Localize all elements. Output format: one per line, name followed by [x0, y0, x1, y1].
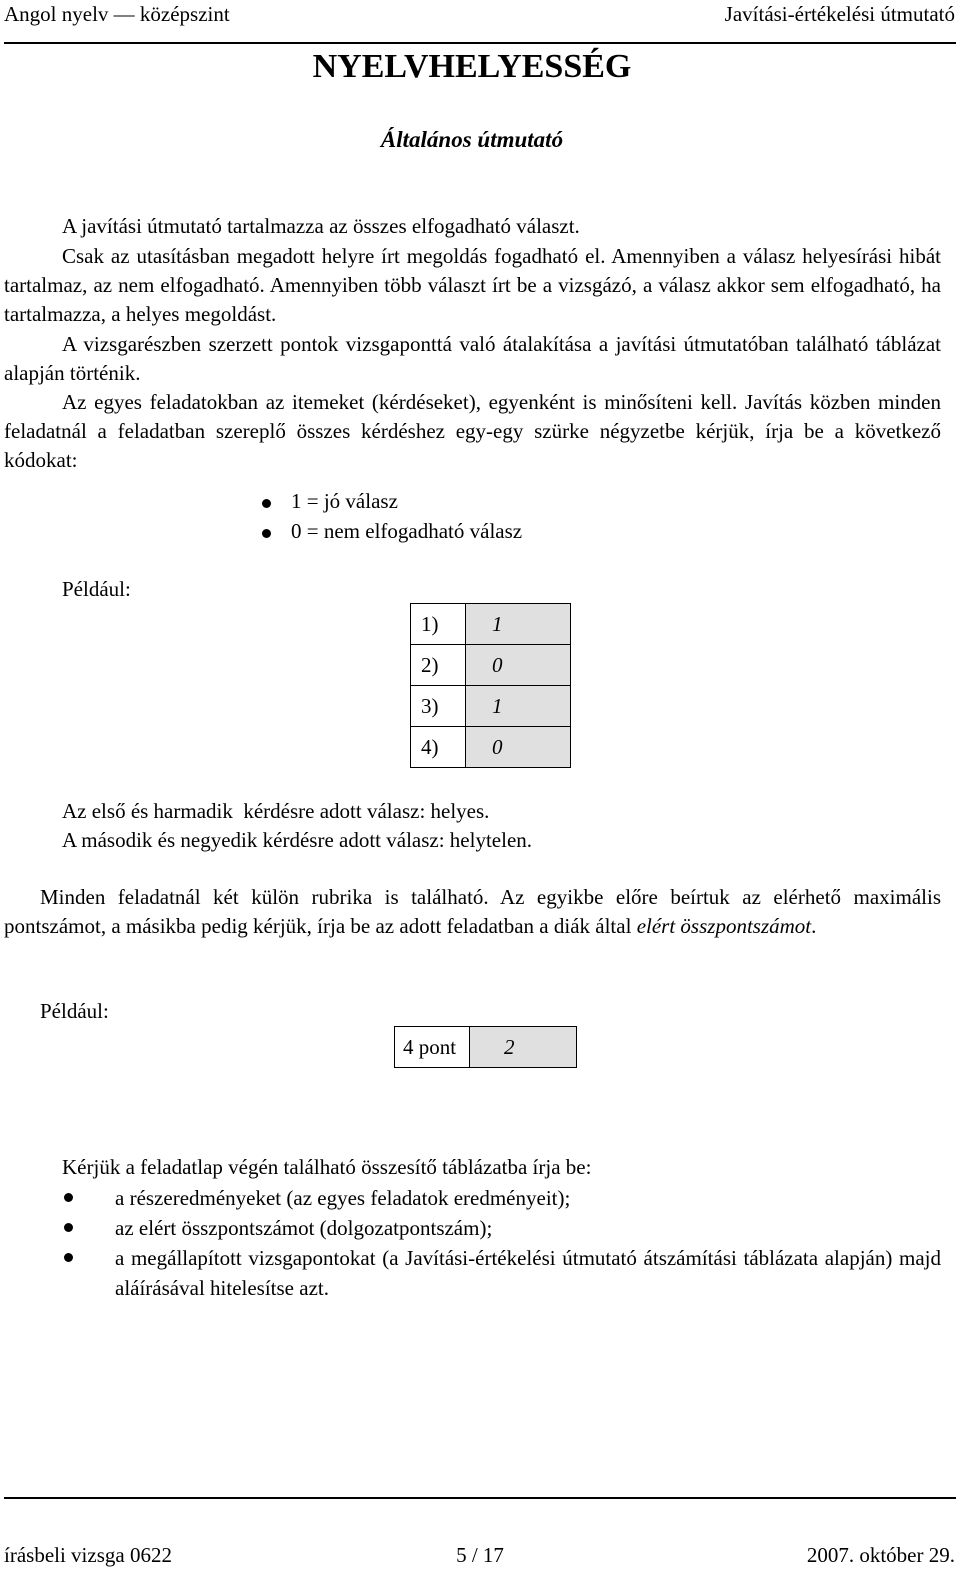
emphasis: elért összpontszámot [636, 914, 812, 938]
table-row [411, 686, 571, 727]
paragraph-2: Csak az utasításban megadott helyre írt megoldás fogadható el. Amennyiben a válasz helyesírási hibát tartalmaz, az nem elfogadható. Amennyiben több választ írt be a vizsgázó, a válasz akkor sem elfogadható, ha tartalmazza, a helyes megoldást. [4, 244, 941, 326]
item-number: 4) [411, 727, 466, 768]
score-cell: 1 [466, 686, 571, 727]
example-label-2: Például: [40, 999, 109, 1023]
item-number: 1) [411, 604, 466, 645]
achieved-points: 2 [470, 1027, 577, 1068]
bullet-icon [262, 499, 271, 508]
paragraph-3: A vizsgarészben szerzett pontok vizsgaponttá való átalakítása a javítási útmutatóban található táblázat alapján történik. [4, 332, 941, 385]
code-item: 0 = nem elfogadható válasz [262, 516, 522, 546]
list-item: a részeredményeket (az egyes feladatok eredményeit); [60, 1183, 941, 1213]
paragraph-4: Az egyes feladatokban az itemeket (kérdéseket), egyenként is minősíteni kell. Javítás közben minden feladatnál a feladatban szereplő összes kérdéshez egy-egy szürke négyzetbe kérjük, írja be a következő kódokat: [4, 390, 941, 472]
header-subject: Angol nyelv — középszint [4, 2, 230, 26]
bullet-icon [64, 1253, 73, 1262]
table-row [395, 1027, 577, 1068]
code-item: 1 = jó válasz [262, 486, 522, 516]
table-row [411, 604, 571, 645]
footer-page-number: 5 / 17 [456, 1543, 504, 1567]
score-cell: 0 [466, 727, 571, 768]
footer-date: 2007. október 29. [806, 1543, 955, 1567]
score-cell: 0 [466, 645, 571, 686]
footer-exam-code: írásbeli vizsga 0622 [4, 1543, 172, 1567]
list-item: a megállapított vizsgapontokat (a Javítási-értékelési útmutató átszámítási táblázata alapján) majd aláírásával hitelesítse azt. [60, 1243, 941, 1303]
paragraph-1: A javítási útmutató tartalmazza az összes elfogadható választ. [62, 214, 580, 238]
bullet-icon [262, 529, 271, 538]
example-label: Például: [62, 577, 131, 601]
footer-rule [4, 1497, 956, 1499]
summary-intro: Kérjük a feladatlap végén található összesítő táblázatba írja be: [62, 1155, 592, 1179]
points-box [394, 1026, 577, 1068]
item-number: 2) [411, 645, 466, 686]
page-title: NYELVHELYESSÉG [312, 48, 632, 85]
list-item: az elért összpontszámot (dolgozatpontszám); [60, 1213, 941, 1243]
result-line-incorrect: A második és negyedik kérdésre adott válasz: helytelen. [62, 828, 533, 852]
score-cell: 1 [466, 604, 571, 645]
bullet-icon [64, 1193, 73, 1202]
example-answer-grid [410, 603, 571, 768]
max-points: 4 pont [395, 1027, 470, 1068]
summary-list [60, 1183, 941, 1303]
paragraph-5: Minden feladatnál két külön rubrika is található. Az egyikbe előre beírtuk az elérhető maximális pontszámot, a másikba pedig kérjük, írja be az adott feladatban a diák által elért összpontszámot. [4, 885, 941, 938]
table-row [411, 727, 571, 768]
result-line-correct: Az első és harmadik kérdésre adott válasz: helyes. [62, 799, 490, 823]
header-doc-type: Javítási-értékelési útmutató [724, 2, 955, 26]
table-row [411, 645, 571, 686]
code-list [262, 486, 522, 546]
bullet-icon [64, 1223, 73, 1232]
item-number: 3) [411, 686, 466, 727]
page-subtitle: Általános útmutató [380, 127, 564, 152]
